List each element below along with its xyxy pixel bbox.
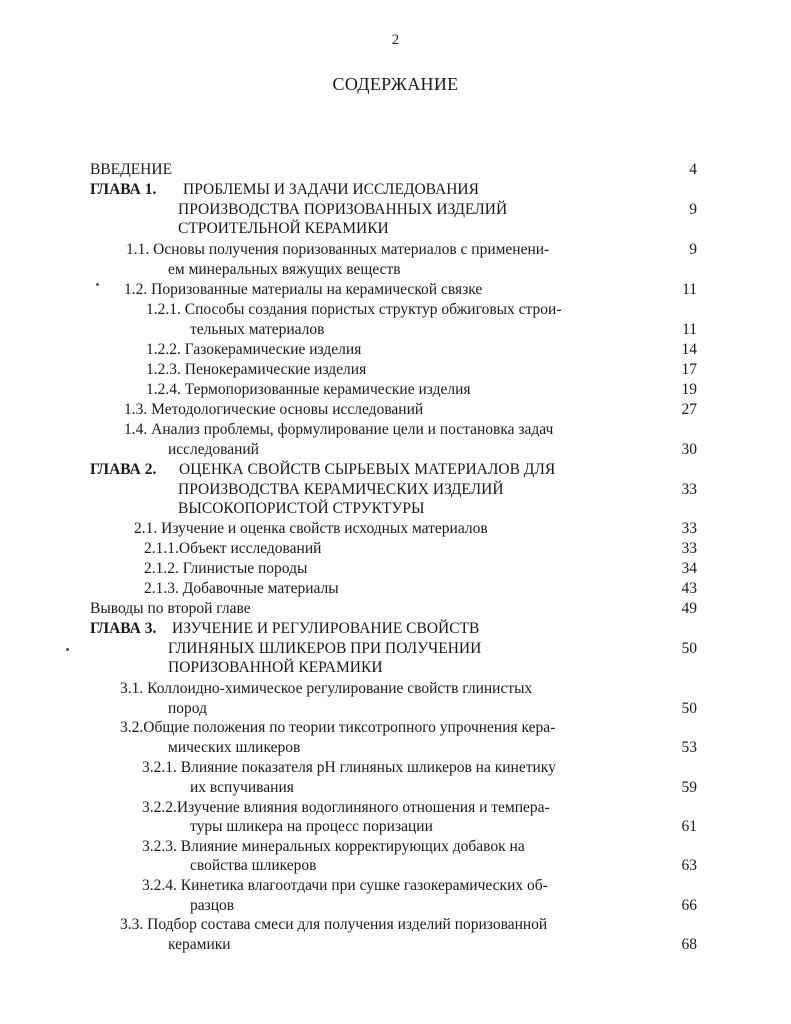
toc-entry-page: 34: [681, 560, 697, 577]
toc-entry-page: 27: [681, 401, 697, 418]
toc-entry-line: тельных материалов: [190, 321, 325, 338]
toc-entry-page: 63: [681, 857, 697, 874]
toc-entry-page: 33: [681, 540, 697, 557]
toc-entry-line: 3.2.1. Влияние показателя рН глиняных шликеров на кинетику: [142, 759, 556, 776]
chapter-title-line: ИЗУЧЕНИЕ И РЕГУЛИРОВАНИЕ СВОЙСТВ: [172, 620, 480, 637]
toc-entry-line: 3.3. Подбор состава смеси для получения изделий поризованной: [120, 916, 548, 933]
chapter-title-line: ПОРИЗОВАННОЙ КЕРАМИКИ: [168, 659, 383, 676]
toc-entry-label: 1.2. Поризованные материалы на керамической связке: [124, 281, 483, 298]
toc-entry-page: 68: [681, 936, 697, 953]
toc-entry-page: 49: [681, 600, 697, 617]
toc-entry-label: 1.2.3. Пенокерамические изделия: [146, 361, 367, 378]
page-number: 2: [391, 32, 400, 48]
toc-entry-line: керамики: [168, 936, 231, 953]
toc-entry-page: 50: [681, 700, 697, 717]
chapter-title-line: ОЦЕНКА СВОЙСТВ СЫРЬЕВЫХ МАТЕРИАЛОВ ДЛЯ: [179, 461, 556, 478]
toc-entry-page: 61: [681, 818, 697, 835]
toc-entry-line: 3.2.2.Изучение влияния водоглиняного отношения и темпера-: [142, 799, 550, 816]
chapter-title-line: ГЛИНЯНЫХ ШЛИКЕРОВ ПРИ ПОЛУЧЕНИИ: [168, 640, 482, 657]
toc-entry-line: 3.2.Общие положения по теории тиксотропного упрочнения кера-: [120, 719, 556, 736]
toc-entry-line: 1.4. Анализ проблемы, формулирование цели и постановка задач: [124, 421, 554, 438]
chapter-prefix: ГЛАВА 3.: [90, 620, 157, 637]
toc-title: СОДЕРЖАНИЕ: [332, 74, 459, 94]
toc-entry-label: ВВЕДЕНИЕ: [90, 161, 173, 178]
chapter-prefix: ГЛАВА 1.: [90, 181, 157, 198]
toc-entry-page: 11: [682, 321, 697, 338]
toc-entry-page: 59: [681, 779, 697, 796]
toc-entry-line: 1.2.1. Способы создания пористых структур обжиговых строи-: [146, 301, 562, 318]
chapter-title-line: ВЫСОКОПОРИСТОЙ СТРУКТУРЫ: [178, 500, 425, 517]
toc-entry-label: Выводы по второй главе: [90, 600, 251, 617]
toc-entry-label: 1.2.2. Газокерамические изделия: [146, 341, 362, 358]
toc-entry-line: туры шликера на процесс поризации: [190, 818, 433, 835]
toc-entry-line: 3.1. Коллоидно-химическое регулирование свойств глинистых: [120, 680, 533, 697]
toc-entry-label: 2.1.3. Добавочные материалы: [144, 580, 339, 597]
toc-entry-page: 9: [689, 241, 697, 258]
chapter-title-line: ПРОИЗВОДСТВА КЕРАМИЧЕСКИХ ИЗДЕЛИЙ: [178, 481, 504, 498]
toc-entry-line: мических шликеров: [168, 739, 301, 756]
toc-entry-page: 33: [681, 481, 697, 498]
toc-entry-page: 14: [681, 341, 697, 358]
toc-entry-label: 1.2.4. Термопоризованные керамические изделия: [146, 381, 471, 398]
toc-entry-line: разцов: [190, 897, 235, 914]
toc-entry-page: 33: [681, 520, 697, 537]
toc-entry-label: 2.1.1.Объект исследований: [144, 540, 322, 557]
toc-entry-line: 3.2.4. Кинетика влагоотдачи при сушке газокерамических об-: [142, 877, 548, 894]
toc-entry-page: 9: [689, 201, 697, 218]
scan-speck: [66, 648, 69, 651]
toc-entry-line: свойства шликеров: [190, 857, 317, 874]
chapter-title-line: ПРОИЗВОДСТВА ПОРИЗОВАННЫХ ИЗДЕЛИЙ: [178, 201, 508, 218]
toc-entry-page: 4: [689, 161, 697, 178]
toc-entry-page: 30: [681, 441, 697, 458]
toc-entry-line: их вспучивания: [190, 779, 294, 796]
toc-entry-page: 66: [681, 897, 697, 914]
chapter-prefix: ГЛАВА 2.: [90, 461, 157, 478]
toc-entry-page: 17: [681, 361, 697, 378]
toc-entry-label: 2.1.2. Глинистые породы: [144, 560, 308, 577]
toc-entry-label: 2.1. Изучение и оценка свойств исходных материалов: [134, 520, 488, 537]
chapter-title-line: ПРОБЛЕМЫ И ЗАДАЧИ ИССЛЕДОВАНИЯ: [183, 181, 479, 198]
toc-entry-page: 11: [682, 281, 697, 298]
toc-entry-label: 1.3. Методологические основы исследований: [124, 401, 424, 418]
toc-entry-line: исследований: [168, 441, 259, 458]
toc-entry-page: 53: [681, 739, 697, 756]
toc-entry-page: 43: [681, 580, 697, 597]
scan-speck: [96, 283, 99, 286]
toc-entry-page: 19: [681, 381, 697, 398]
toc-entry-line: ем минеральных вяжущих веществ: [168, 261, 401, 278]
toc-entry-line: 3.2.3. Влияние минеральных корректирующих добавок на: [142, 838, 525, 855]
toc-entry-line: 1.1. Основы получения поризованных материалов с применени-: [126, 241, 550, 258]
toc-entry-line: пород: [168, 700, 207, 717]
chapter-title-line: СТРОИТЕЛЬНОЙ КЕРАМИКИ: [178, 220, 389, 237]
toc-entry-page: 50: [681, 640, 697, 657]
